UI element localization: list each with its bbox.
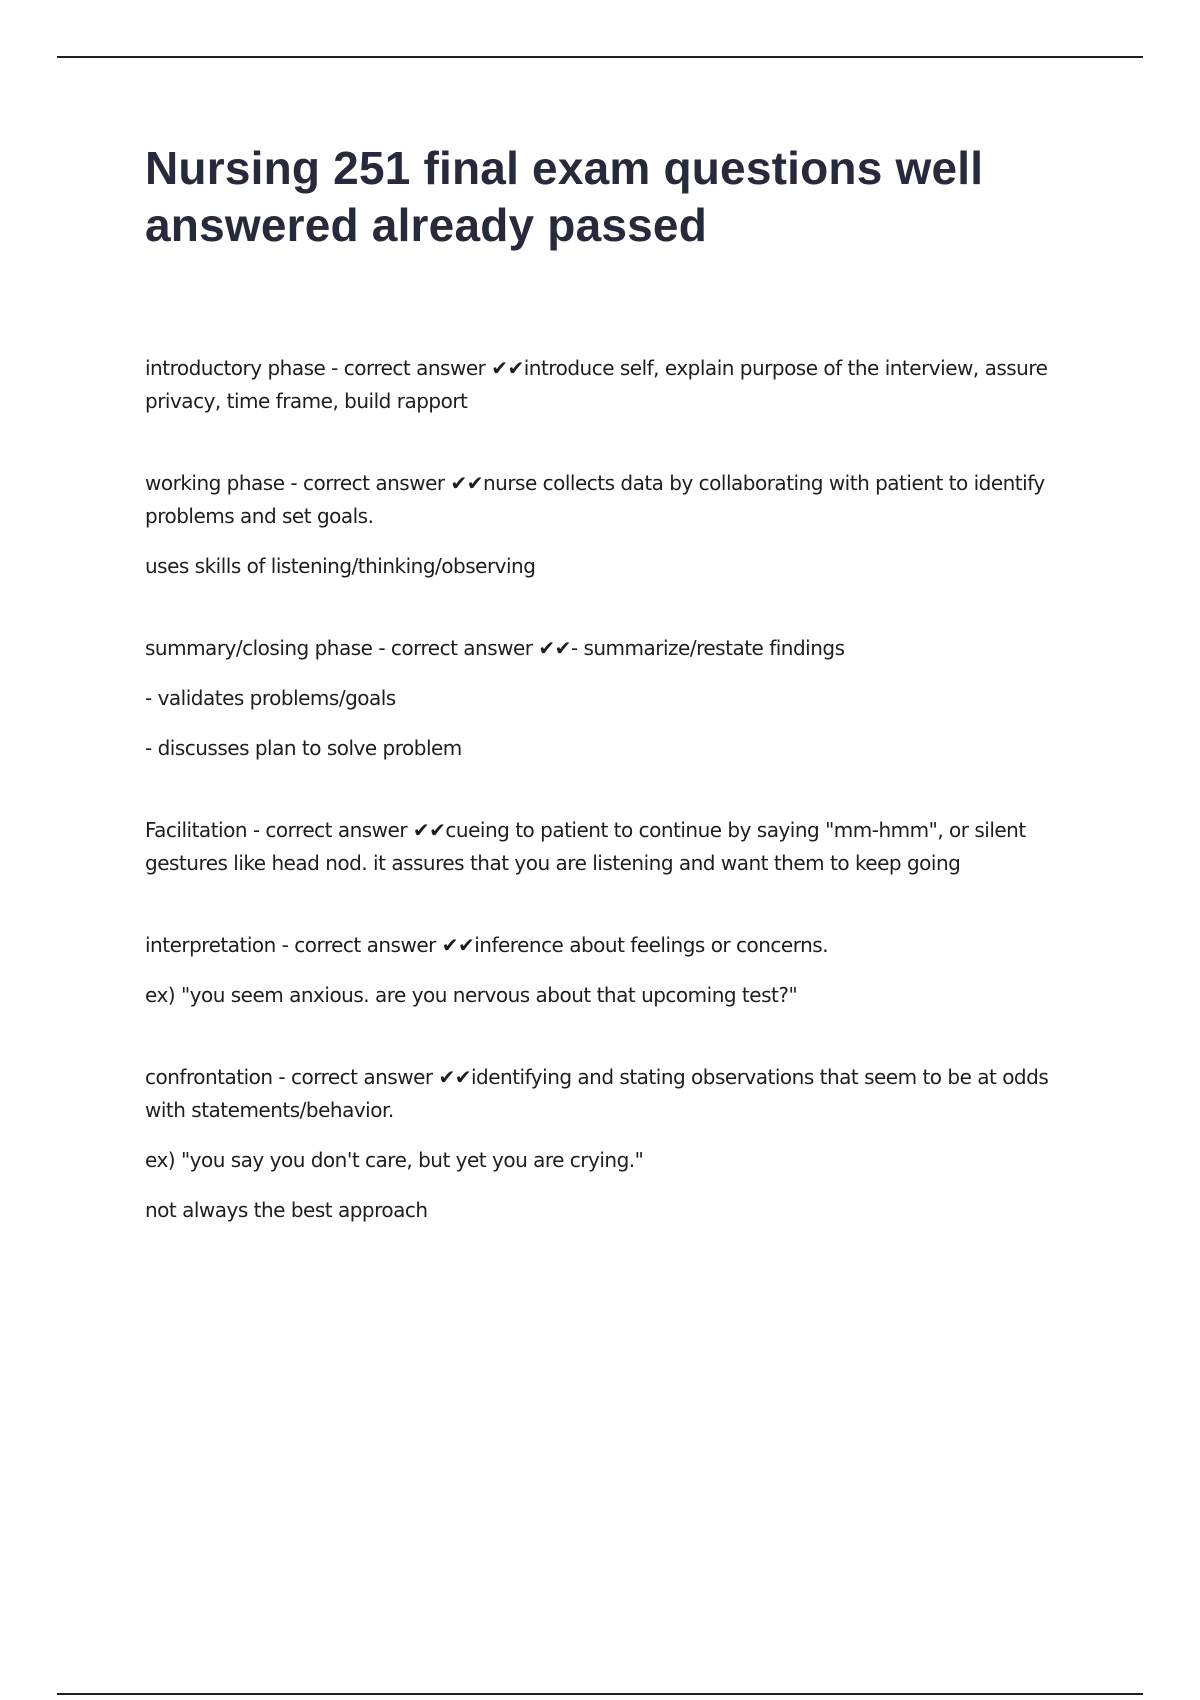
qa-entry-interpretation [145, 929, 1085, 1012]
qa-entry-facilitation [145, 814, 1085, 880]
bottom-divider [57, 1693, 1143, 1695]
qa-entry-confrontation [145, 1061, 1085, 1227]
qa-text: confrontation - correct answer ✔✔identifying and stating observations that seem to be at odds with statements/behavior. [145, 1065, 1049, 1122]
qa-text: not always the best approach [145, 1198, 428, 1222]
qa-entry-working-phase [145, 467, 1085, 583]
qa-text: - validates problems/goals [145, 686, 396, 710]
qa-text: uses skills of listening/thinking/observing [145, 554, 536, 578]
qa-text: - discusses plan to solve problem [145, 736, 462, 760]
qa-text: introductory phase - correct answer ✔✔introduce self, explain purpose of the interview, assure privacy, time frame, build rapport [145, 356, 1048, 413]
qa-list [145, 352, 1085, 1227]
qa-text: ex) "you seem anxious. are you nervous about that upcoming test?" [145, 983, 798, 1007]
qa-entry-introductory-phase [145, 352, 1085, 418]
document-body [145, 140, 1085, 1276]
document-title: Nursing 251 final exam questions well answered already passed [145, 142, 984, 251]
top-divider [57, 56, 1143, 58]
qa-entry-summary-closing-phase [145, 632, 1085, 765]
qa-text: ex) "you say you don't care, but yet you are crying." [145, 1148, 644, 1172]
qa-text: Facilitation - correct answer ✔✔cueing to patient to continue by saying "mm-hmm", or silent gestures like head nod. it assures that you are listening and want them to keep going [145, 818, 1026, 875]
qa-text: working phase - correct answer ✔✔nurse collects data by collaborating with patient to identify problems and set goals. [145, 471, 1045, 528]
qa-text: interpretation - correct answer ✔✔inference about feelings or concerns. [145, 933, 829, 957]
qa-text: summary/closing phase - correct answer ✔✔- summarize/restate findings [145, 636, 845, 660]
